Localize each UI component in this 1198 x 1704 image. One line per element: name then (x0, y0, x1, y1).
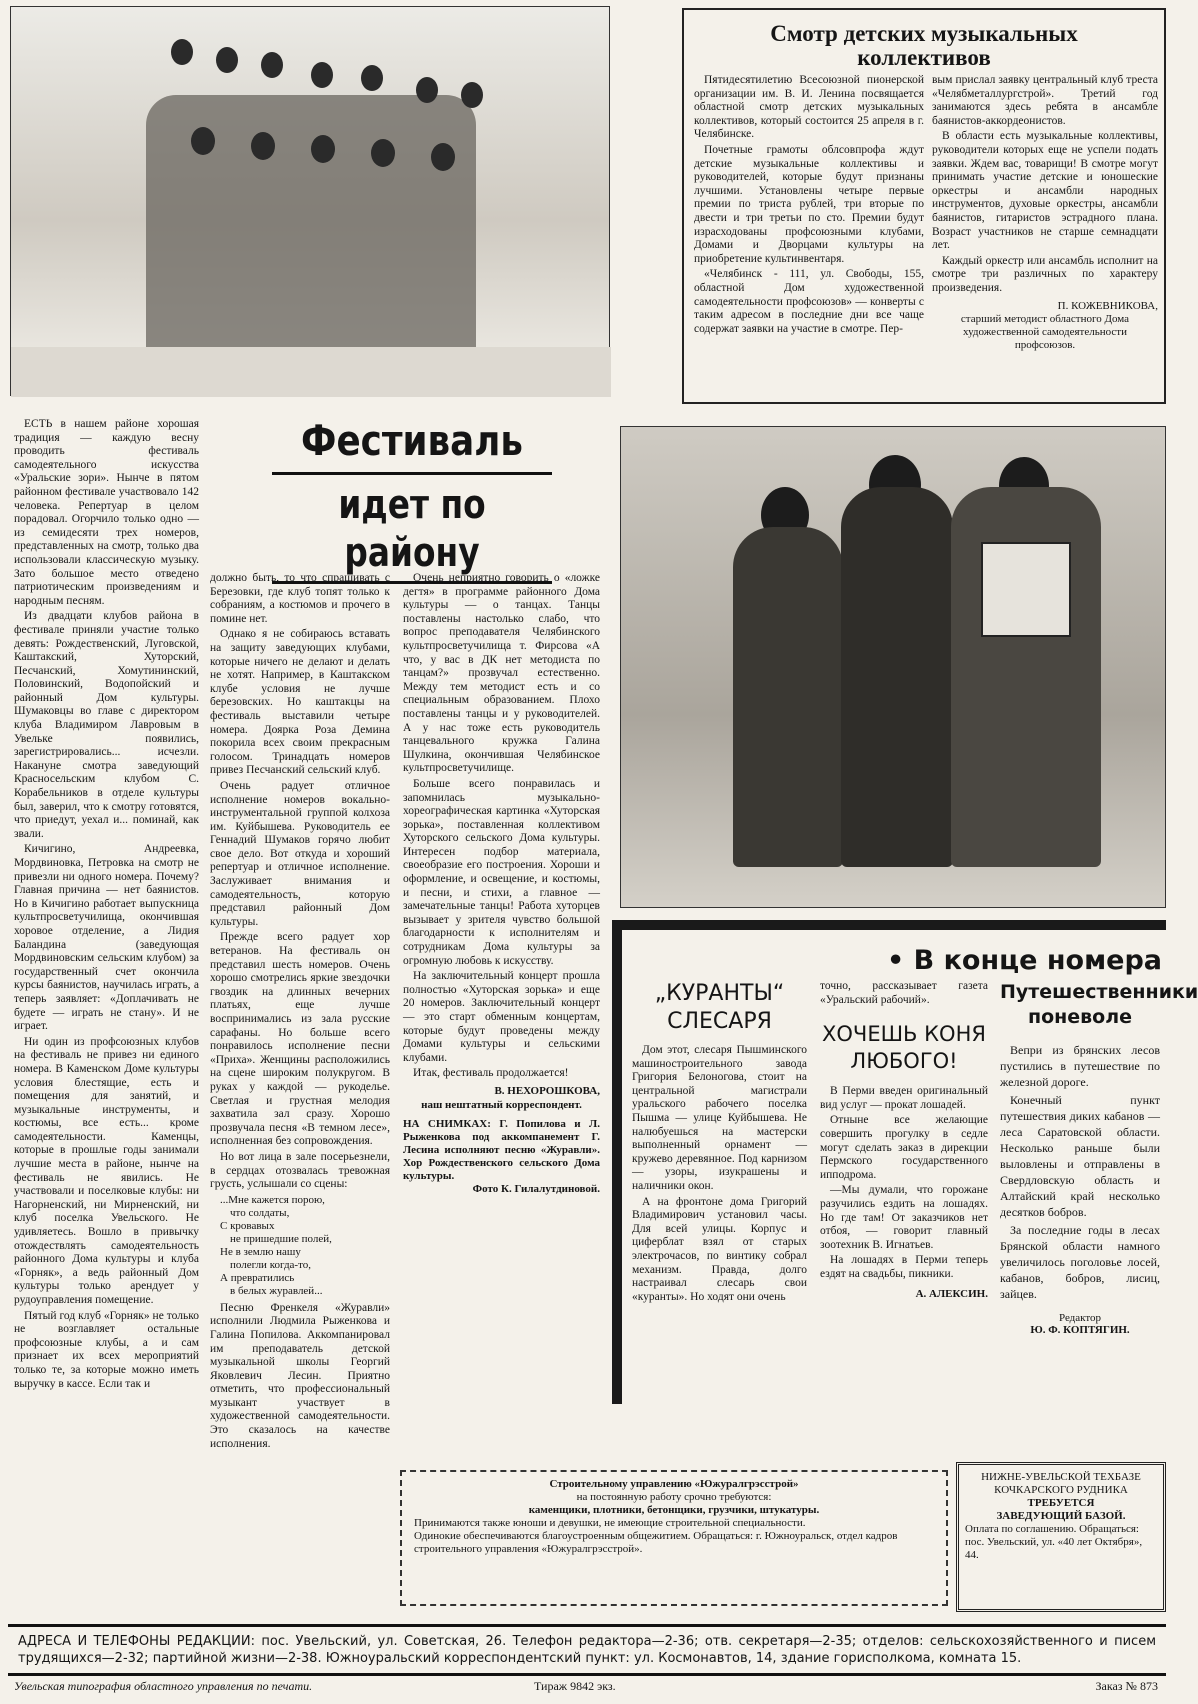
festival-p4: Ни один из профсоюзных клубов на фестиваль не привез ни единого номера. В Каменском Доме культуры условия блестящие, есть и помещения для занятий, и музыкальные инструменты, и костюмы, все есть... кроме самодеятельности. Каменцы, которые в прошлые годы занимали лучшие места в районе, нынче на фестиваль не явились. Не участвовали и поселковые клубы: ни Нагорненский, ни Мирненский, ни клуб поселка Увельского. Не удивляетесь. Вошло в привычку отождествлять самодеятельность районного Дома культуры и клуба «Горняк», а ведь районный Дом культуры только арендует у рудоуправления помещение. (14, 1035, 199, 1306)
editor-label: Редактор (1058, 1312, 1102, 1324)
smotr-title: Смотр детских музыкальных коллективов (770, 21, 1078, 70)
verse-line: А превратились (220, 1271, 295, 1284)
verse-line: не пришедшие полей, (230, 1232, 332, 1245)
festival-verse (210, 1194, 390, 1298)
kuranty-headline: „КУРАНТЫ“ СЛЕСАРЯ (654, 981, 785, 1034)
ad1-line2: на постоянную работу срочно требуются: (576, 1491, 772, 1503)
kon-article (820, 980, 988, 1300)
festival-p13: Больше всего понравилась и запомнилась музыкально-хореографическая картинка «Хуторская зорька», поставленная коллективом Хуторского сельского Дома культуры. Интересен подбор материала, своеобразие его построения. Хороши и оформление, и освещение, и костюмы, и песни, и стихи, а главное — замечательные танцы! Работа хуторцев вызывает у зрителя чувство большой благодарности к исполнителям и сотрудникам Дома культуры за огромную любовь к искусству. (403, 777, 600, 967)
festival-author-title: наш нештатный корреспондент. (421, 1098, 582, 1111)
smotr-p4: вым прислал заявку центральный клуб треста «Челябметаллургстрой». Третий год занимаются здесь ребята в ансамбле баянистов-аккордеонистов. (932, 74, 1158, 127)
kuranty-p2: А на фронтоне дома Григорий Владимирович установил часы. Для всей улицы. Корпус и циферблат взял от старых электрочасов, по винтику собрал механизм. Правда, долго настраивал слесарь свои «куранты». Но ходят они очень (632, 1195, 807, 1303)
ad2-line1: НИЖНЕ-УВЕЛЬСКОЙ ТЕХБАЗЕ КОЧКАРСКОГО РУДНИКА (981, 1471, 1141, 1496)
kuranty-article (632, 980, 807, 1306)
footer-order: Заказ № 873 (1095, 1679, 1158, 1693)
smotr-p5: В области есть музыкальные коллективы, руководители которых еще не успели подать заявки. Ждем вас, товарищи! В смотре могут принимать участие детские и юношеские оркестры и ансамбли народных инструментов, духовые оркестры, ансамбли баянистов, гитаристов эстрадного плана. Возраст участников не старше семнадцати лет. (932, 130, 1158, 252)
festival-p12: Очень неприятно говорить о «ложке дегтя» в программе районного Дома культуры — о танцах. Танцы поставлены настолько слабо, что вопрос преподавателя Челябинского культпросветучилища т. Фирсова «А что, у вас в ДК нет методиста по танцам?» прозвучал естественно. Между тем методист есть и со специальным образованием. Плохо поставлены танцы и у руководителей. А у нас тоже есть руководитель танцевального кружка Галина Шулкина, окончившая Челябинское культпросветучилище. (403, 572, 600, 775)
festival-p7: Однако я не собираюсь вставать на защиту заведующих клубами, которые ничего не делают и делать не хотят. Например, в Каштакском клубе условия не лучше березовских. Но каштакцы на фестиваль выставили четыре номера. Доярка Роза Демина покорила всех своим прекрасным голосом. Тринадцать номеров привез Песчанский сельский клуб. (210, 628, 390, 777)
festival-p14: На заключительный концерт прошла полностью «Хуторская зорька» и еще 20 номеров. Заключительный концерт — это старт обменным концертам, которые будут проведены между Домами культуры и сельскими клубами. (403, 970, 600, 1064)
kon-p4: На лошадях в Перми теперь ездят на свадьбы, пикники. (820, 1254, 988, 1280)
ad1-line1: Строительному управлению «Южуралгрэсстрой» (549, 1478, 799, 1490)
travel-article (1000, 980, 1198, 1336)
ad2-line2: ТРЕБУЕТСЯ (1027, 1497, 1095, 1509)
footer-address-text: АДРЕСА И ТЕЛЕФОНЫ РЕДАКЦИИ: пос. Увельский, ул. Советская, 26. Телефон редактора—2-36; отв. секретаря—2-35; отделов: сельскохозяйственного и писем трудящихся—2-32; партийной жизни—2-38. Южноуральский корреспондентский пункт: ул. Космонавтов, 14, здание горисполкома, комната 15. (18, 1634, 1156, 1666)
smotr-author: П. КОЖЕВНИКОВА, (1057, 299, 1158, 312)
ad1-line3: каменщики, плотники, бетонщики, грузчики, штукатуры. (528, 1504, 820, 1516)
festival-p9: Прежде всего радует хор ветеранов. На фестиваль он представил шесть номеров. Очень хорошо смотрелись яркие звездочки гвоздик на длинных вечерних платьях, еще лучше воспринимались из зала русские сарафаны. Но больше всего понравилось исполнение песни «Приха». Женщины расположились на сцене широким полукругом. В руках у каждой — рукоделье. Светлая и грустная мелодия захватила зал сразу. Хорошо прозвучала песня «В темном лесе», исполненная без сопровождения. (210, 931, 390, 1148)
festival-headline-line1: Фестиваль (301, 416, 523, 465)
festival-author: В. НЕХОРОШКОВА, (494, 1084, 600, 1097)
travel-p2: Конечный пункт путешествия диких кабанов — леса Саратовской области. Несколько раньше были выловлены и отправлены в Свердловскую область и Алтайский край несколько десятков бобров. (1000, 1093, 1160, 1219)
festival-p11: Песню Френкеля «Журавли» исполнили Людмила Рыженкова и Галина Попилова. Аккомпанировал им преподаватель детской музыкальной школы Георгий Яковлевич Лесин. Приятно отметить, что профессиональный музыкант участвует в художественной самодеятельности. Это сказалось на качестве исполнения. (210, 1301, 390, 1450)
festival-p5: Пятый год клуб «Горняк» не только не возглавляет остальные профсоюзные клубы, а и сам признает их всех мероприятий только те, за которые можно иметь выручку в кассе. Если так и (14, 1309, 199, 1390)
smotr-p1: Пятидесятилетию Всесоюзной пионерской организации им. В. И. Ленина посвящается областной смотр детских музыкальных коллективов, который состоится 25 апреля в г. Челябинске. (694, 74, 924, 141)
festival-p10: Но вот лица в зале посерьезнели, в сердцах отозвалась тревожная грусть, услышали со сцены: (210, 1150, 390, 1191)
photo-credit: Фото К. Гилалутдиновой. (472, 1182, 600, 1195)
kon-p2: Отныне все желающие совершить прогулку в седле могут сделать заказ в дирекции Пермского государственного ипподрома. (820, 1114, 988, 1181)
editor-name: Ю. Ф. КОПТЯГИН. (1030, 1324, 1130, 1336)
smotr-p3: «Челябинск - 111, ул. Свободы, 155, областной Дом художественной самодеятельности профсоюзов» — конверты с таким адресом в последние дни все чаще содержат заявки на участие в смотре. Пер- (694, 268, 924, 335)
verse-line: в белых журавлей... (230, 1284, 323, 1297)
smotr-article (682, 8, 1166, 404)
festival-p3: Кичигино, Андреевка, Мордвиновка, Петровка на смотр не привезли ни одного номера. Почему? Главная причина — нет баянистов. Но в Кичигино работает выпускница культпросветучилища, окончившая хоровое отделение, а Лидия Баландина (заведующая Мордвиновским сельским клубом) за государственный счет окончила курсы баянистов, научилась играть, а теперь заявляет: «Доплачивать не будете — играть не стану». И не играет. (14, 843, 199, 1033)
footer-address (8, 1624, 1166, 1676)
ad-construction (400, 1470, 948, 1606)
kon-p3: —Мы думали, что горожане разучились ездить на лошадях. Но где там! От заказчиков нет отбоя, — говорит главный зоотехник В. Игнатьев. (820, 1184, 988, 1251)
footer-bottom (14, 1678, 1164, 1694)
end-title: • В конце номера (886, 945, 1162, 976)
photo-trio (620, 426, 1166, 908)
travel-headline: Путешественники поневоле (1000, 981, 1198, 1028)
smotr-author-title: старший методист областного Дома художественной самодеятельности профсоюзов. (960, 313, 1130, 352)
ad1-line4: Принимаются также юноши и девушки, не имеющие строительной специальности. (414, 1517, 806, 1529)
festival-col1 (14, 418, 199, 1393)
smotr-p2: Почетные грамоты облсовпрофа ждут детские музыкальные коллективы и руководителей, которые будут признаны лучшими. Установлены четыре первые премии по триста рублей, три вторые по двести и три третьи по сто. Премии будут израсходованы профсоюзными клубами, Домами и Дворцами культуры на приобретение культинвентаря. (694, 143, 924, 265)
verse-line: Не в землю нашу (220, 1245, 301, 1258)
kon-p1: В Перми введен оригинальный вид услуг — прокат лошадей. (820, 1085, 988, 1111)
smotr-col2 (932, 74, 1158, 352)
travel-p1: Вепри из брянских лесов пустились в путешествие по железной дороге. (1000, 1043, 1160, 1089)
verse-line: ...Мне кажется порою, (220, 1193, 325, 1206)
verse-line: что солдаты, (230, 1206, 290, 1219)
ad2-line4: Оплата по соглашению. Обращаться: пос. Увельский, ул. «40 лет Октября», 44. (965, 1523, 1143, 1561)
photo-choir (10, 6, 610, 396)
ad1-line5: Одинокие обеспечиваются благоустроенным общежитием. Обращаться: г. Южноуральск, отдел кадров строительного управления «Южуралгрэсстрой». (414, 1530, 898, 1555)
kuranty-p1: Дом этот, слесаря Пышминского машиностроительного завода Григория Белоногова, стоит на центральной магистрали уральского рабочего поселка Пышма — улице Куйбышева. Не налюбуешься на мастерски выполненный орнамент — кружево деревянное. Под карнизом — узоры, изукрашены и наличники окон. (632, 1044, 807, 1192)
ad2-line3: ЗАВЕДУЮЩИЙ БАЗОЙ. (996, 1510, 1126, 1522)
festival-col3 (403, 572, 600, 1196)
festival-p8: Очень радует отличное исполнение номеров вокально-инструментальной группой колхоза им. Куйбышева. Руководитель ее Геннадий Шумаков горячо любит свое дело. Вот откуда и хороший репертуар и отличное исполнение. Заслуживает внимания и самодеятельность, которую представил районный Дом культуры. (210, 779, 390, 928)
verse-line: полегли когда-то, (230, 1258, 311, 1271)
kon-author: А. АЛЕКСИН. (915, 1287, 988, 1300)
verse-line: С кровавых (220, 1219, 275, 1232)
festival-p1: ЕСТЬ в нашем районе хорошая традиция — каждую весну проводить фестиваль самодеятельного искусства «Уральские зори». Нынче в пятом районном фестивале участвовало 142 человека. Репертуар в целом порадовал. Огорчило только одно — из семидесяти трех номеров, представленных на смотр, только два использовали классическую музыку. Зато большое место отведено патриотическим произведениям и народным песням. (14, 418, 199, 607)
footer-circulation: Тираж 9842 экз. (534, 1679, 616, 1693)
ad-techbase (956, 1462, 1166, 1612)
festival-p6: должно быть, то что спрашивать с Березовки, где клуб топят только к собраниям, а костюмов и прочего в помине нет. (210, 572, 390, 625)
kon-lead: точно, рассказывает газета «Уральский рабочий». (820, 980, 988, 1006)
festival-caption: НА СНИМКАХ: Г. Попилова и Л. Рыженкова под аккомпанемент Г. Лесина исполняют песню «Журавли». Хор Рождественского сельского Дома культуры. (403, 1117, 600, 1182)
festival-headline (262, 416, 562, 576)
footer-printer: Увельская типография областного управления по печати. (14, 1679, 313, 1693)
festival-p15: Итак, фестиваль продолжается! (413, 1067, 569, 1080)
smotr-p6: Каждый оркестр или ансамбль исполнит на смотре три различных по характеру произведения. (932, 254, 1158, 294)
festival-col2 (210, 572, 390, 1453)
festival-headline-line2: идет по району (338, 482, 486, 576)
kon-headline: ХОЧЕШЬ КОНЯ ЛЮБОГО! (822, 1022, 986, 1074)
festival-p2: Из двадцати клубов района в фестивале приняли участие только девять: Рождественский, Луговской, Каштакский, Хуторский, Песчанский, Хомутининский, Половинский, Водопойский и районный Дом культуры. Шумаковцы во главе с директором клуба Владимиром Лавровым в Увельке появились, зарегистрировались... исчезли. Накануне смотра заведующий Красносельским клубом С. Корабельников в отделе культуры был, заверил, что к смотру готовятся, что приедут, уехал и... поминай, как звали. (14, 610, 199, 840)
smotr-col1 (694, 74, 924, 338)
travel-p3: За последние годы в лесах Брянской области намного увеличилось поголовье лосей, кабанов, бобров, лисиц, зайцев. (1000, 1223, 1160, 1301)
